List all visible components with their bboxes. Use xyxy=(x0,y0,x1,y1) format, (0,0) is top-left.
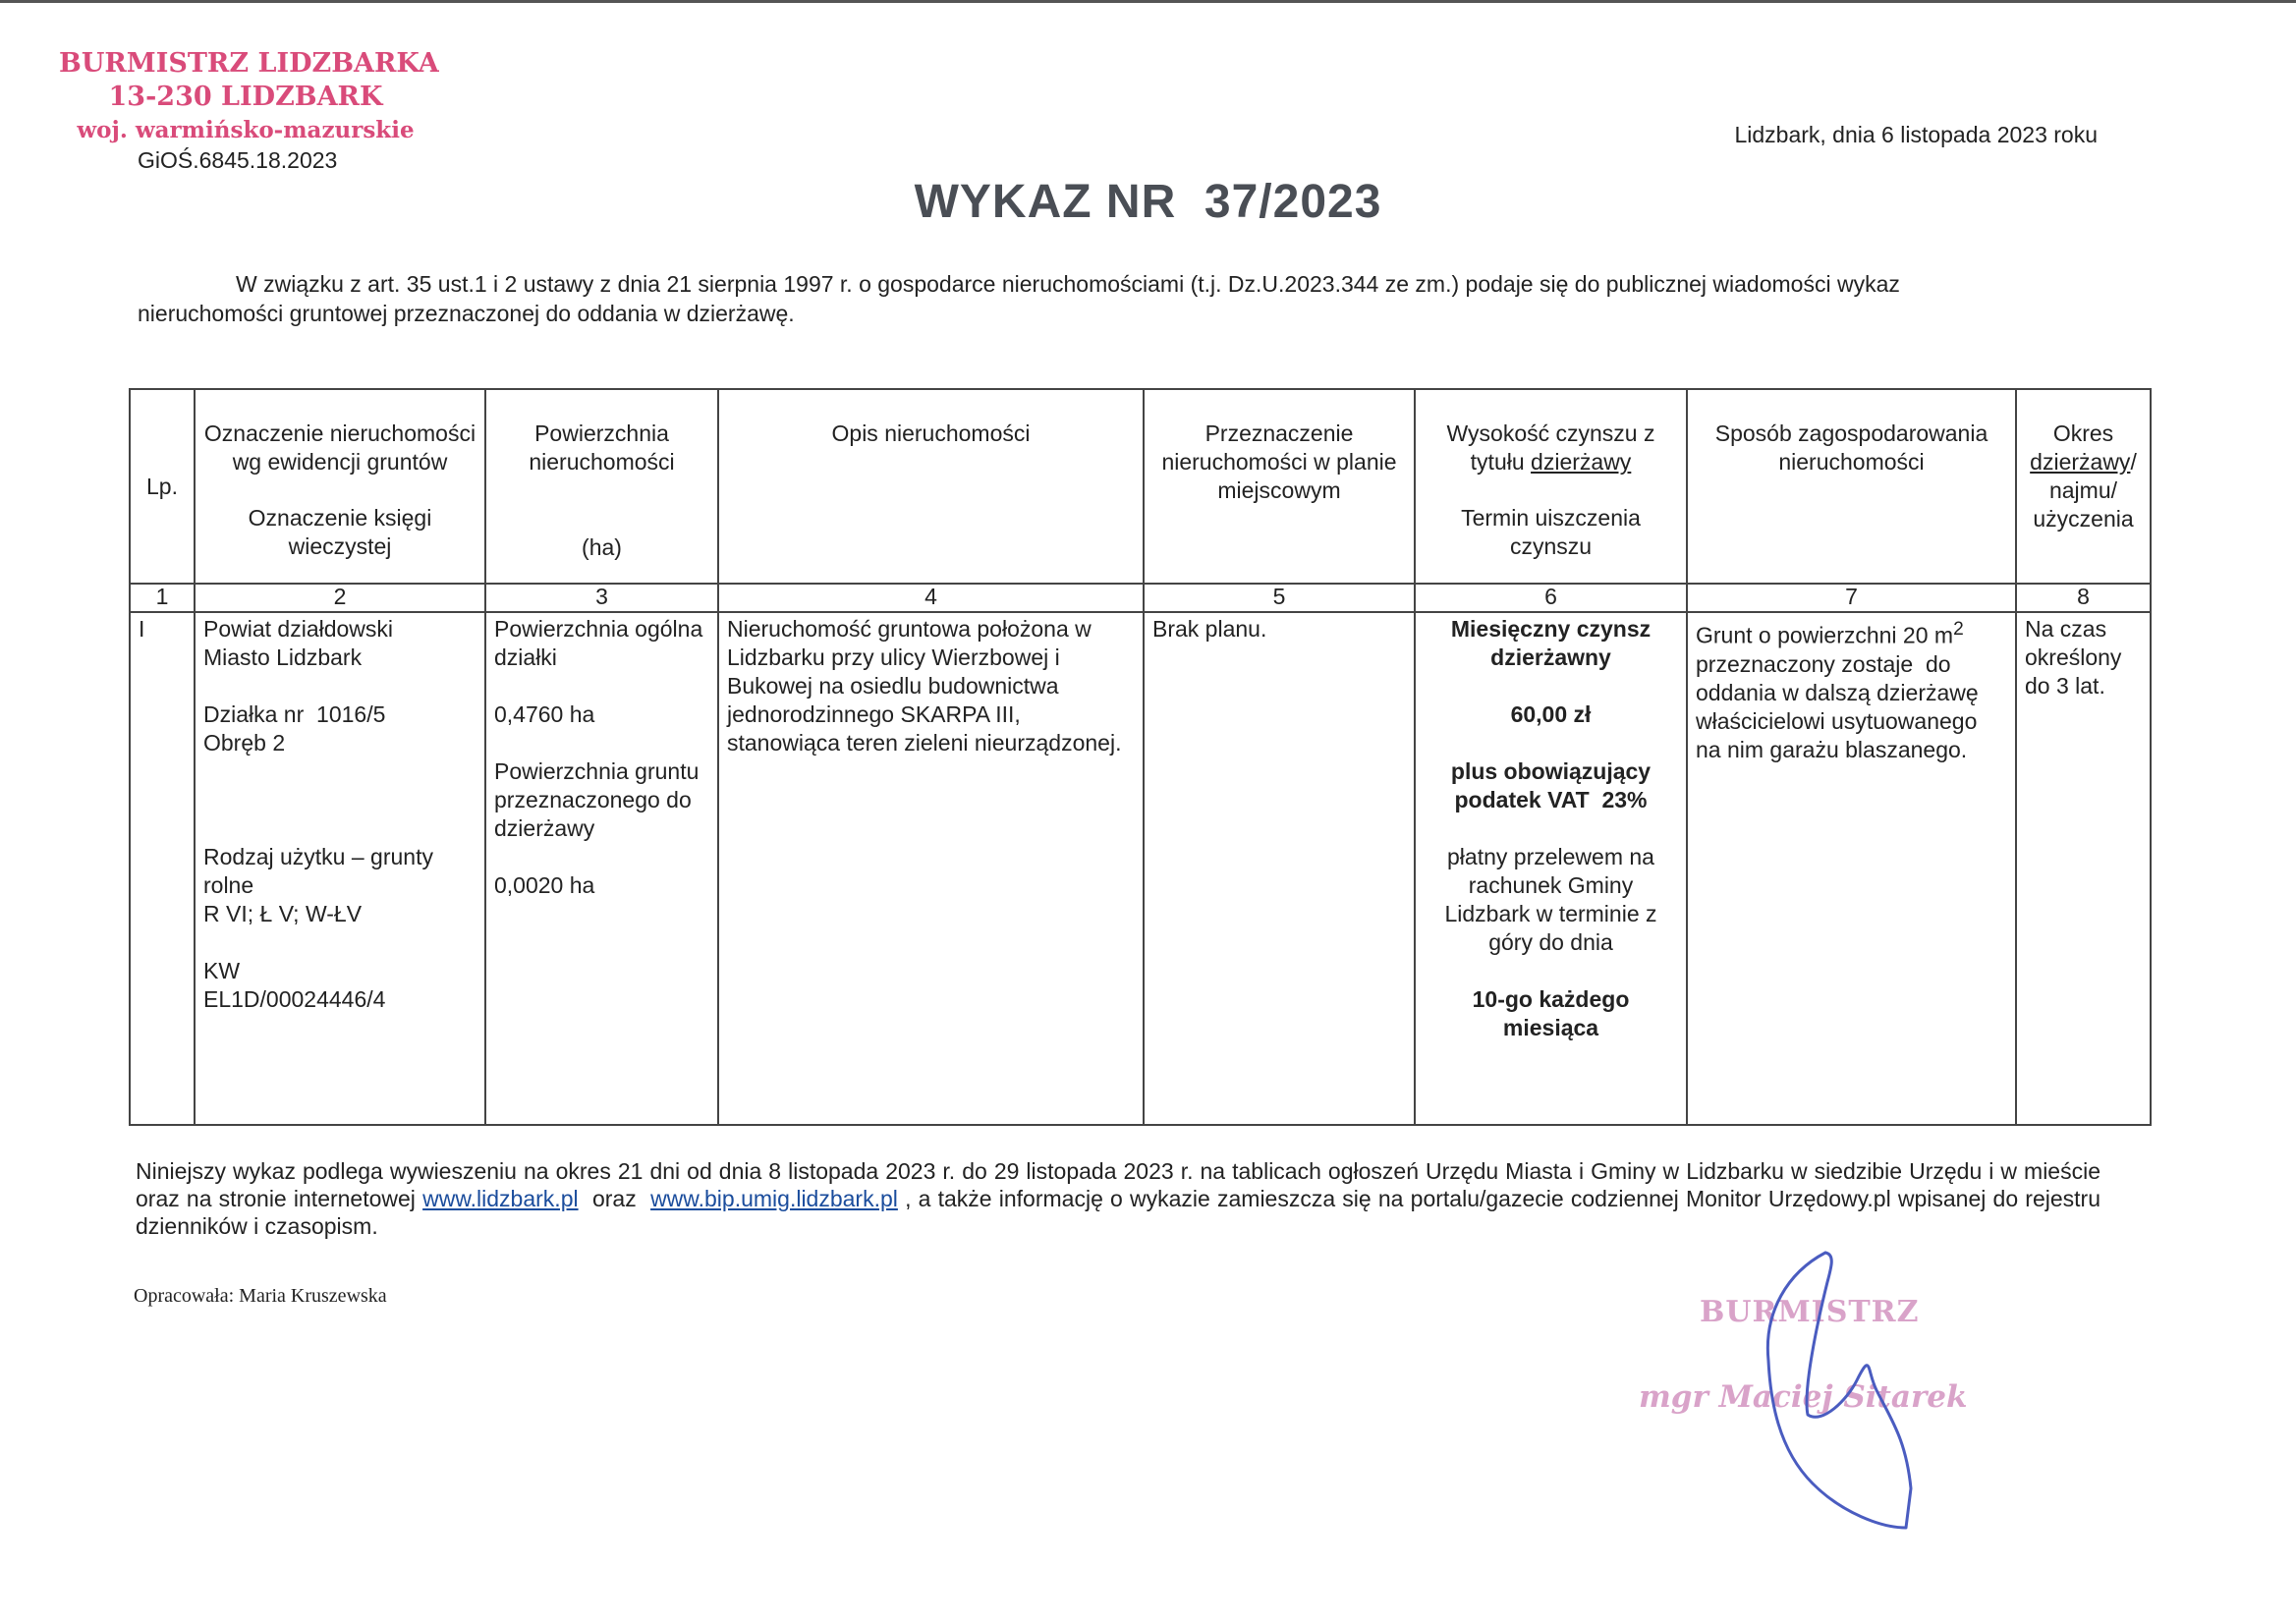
intro-paragraph xyxy=(138,269,2063,328)
cell-description: Nieruchomość gruntowa położona w Lidzbarku przy ulicy Wierzbowej i Bukowej na osiedlu budownictwa jednorodzinnego SKARPA III, stanowiąca teren zieleni nieurządzonej. xyxy=(718,612,1144,1125)
cell-land-use: Grunt o powierzchni 20 $m^2$ przeznaczony zostaje do oddania w dalszą dzierżawę właścicielowi usytuowanego na nim garażu blaszanego. xyxy=(1687,612,2016,1125)
column-number-row xyxy=(130,584,2151,612)
intro-line-1: W związku z art. 35 ust.1 i 2 ustawy z dnia 21 sierpnia 1997 r. o gospodarce nieruchomościami (t.j. Dz.U.2023.344 ze zm.) podaje się do publicznej wiadomości wykaz xyxy=(236,271,1900,297)
column-number: 6 xyxy=(1415,584,1687,612)
table-header-row xyxy=(130,389,2151,584)
header-lp: Lp. xyxy=(130,389,195,584)
column-number: 2 xyxy=(195,584,485,612)
header-area: Powierzchnia nieruchomości (ha) xyxy=(485,389,718,584)
header-designation: Oznaczenie nieruchomości wg ewidencji gruntów Oznaczenie księgi wieczystej xyxy=(195,389,485,584)
posting-notice: Niniejszy wykaz podlega wywieszeniu na okres 21 dni od dnia 8 listopada 2023 r. do 29 listopada 2023 r. na tablicach ogłoszeń Urzędu Miasta i Gminy w Lidzbarku w siedzibie Urzędu i w mieście oraz na stronie internetowej www.lidzbark.pl oraz www.bip.umig.lidzbark.pl , a także informację o wykazie zamieszcza się na portalu/gazecie codziennej Monitor Urzędowy.pl wpisanej do rejestru dzienników i czasopism. xyxy=(136,1158,2100,1239)
column-number: 3 xyxy=(485,584,718,612)
stamp-line-1: BURMISTRZ LIDZBARKA xyxy=(59,48,439,79)
column-number: 7 xyxy=(1687,584,2016,612)
scan-top-edge xyxy=(0,0,2296,3)
office-stamp xyxy=(59,47,439,147)
table-row xyxy=(130,612,2151,1125)
column-number: 8 xyxy=(2016,584,2151,612)
header-description: Opis nieruchomości xyxy=(718,389,1144,584)
case-reference: GiOŚ.6845.18.2023 xyxy=(138,147,338,173)
stamp-line-2: 13-230 LIDZBARK xyxy=(108,82,383,112)
header-rent: Wysokość czynszu z tytułu dzierżawy Termin uiszczenia czynszu xyxy=(1415,389,1687,584)
date-line: Lidzbark, dnia 6 listopada 2023 roku xyxy=(1734,122,2098,147)
link-bip[interactable]: www.bip.umig.lidzbark.pl xyxy=(650,1186,898,1211)
stamp-line-3: woj. warmińsko-mazurskie xyxy=(77,117,415,143)
cell-period: Na czas określony do 3 lat. xyxy=(2016,612,2151,1125)
column-number: 5 xyxy=(1144,584,1415,612)
property-table xyxy=(129,388,2152,1126)
signature-stamp-title: BURMISTRZ xyxy=(1700,1295,1920,1329)
cell-lp: I xyxy=(130,612,195,1125)
intro-line-2: nieruchomości gruntowej przeznaczonej do oddania w dzierżawę. xyxy=(138,301,795,326)
cell-plan-purpose: Brak planu. xyxy=(1144,612,1415,1125)
column-number: 1 xyxy=(130,584,195,612)
cell-designation: Powiat działdowski Miasto Lidzbark Działka nr 1016/5 Obręb 2 Rodzaj użytku – grunty rolne R VI; Ł V; W-ŁV KW EL1D/00024446/4 xyxy=(195,612,485,1125)
header-period: Okres dzierżawy/ najmu/ użyczenia xyxy=(2016,389,2151,584)
cell-area: Powierzchnia ogólna działki 0,4760 ha Powierzchnia gruntu przeznaczonego do dzierżawy 0,0020 ha xyxy=(485,612,718,1125)
link-lidzbark[interactable]: www.lidzbark.pl xyxy=(422,1186,579,1211)
prepared-by: Opracowała: Maria Kruszewska xyxy=(134,1285,387,1307)
cell-rent: Miesięczny czynsz dzierżawny 60,00 zł plus obowiązujący podatek VAT 23% płatny przelewem na rachunek Gminy Lidzbark w terminie z góry do dnia 10-go każdego miesiąca xyxy=(1415,612,1687,1125)
header-plan-purpose: Przeznaczenie nieruchomości w planie miejscowym xyxy=(1144,389,1415,584)
signature-stamp-name: mgr Maciej Sitarek xyxy=(1639,1379,1968,1415)
column-number: 4 xyxy=(718,584,1144,612)
header-land-use: Sposób zagospodarowania nieruchomości xyxy=(1687,389,2016,584)
document-title: WYKAZ NR 37/2023 xyxy=(914,176,1382,228)
handwritten-signature xyxy=(1709,1243,1965,1538)
